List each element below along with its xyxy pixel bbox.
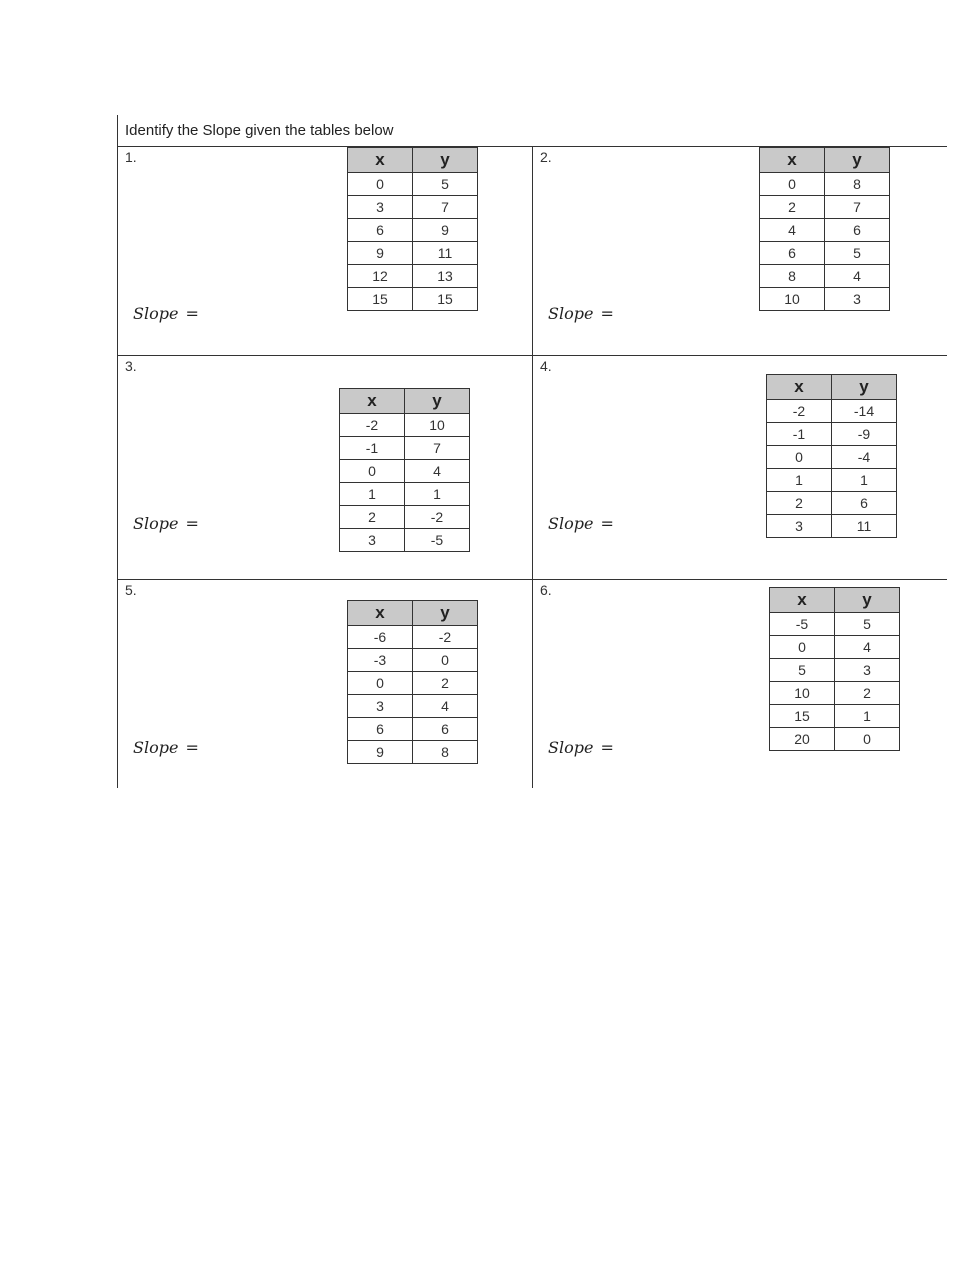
y-value: 6	[413, 718, 478, 741]
slope-word: Slope	[548, 738, 594, 757]
y-value: 4	[405, 460, 470, 483]
problem-number: 5.	[125, 582, 137, 598]
table-row	[767, 469, 897, 492]
x-value: 3	[348, 695, 413, 718]
equals-sign: =	[185, 304, 199, 323]
table-row	[348, 718, 478, 741]
x-value: 12	[348, 265, 413, 288]
x-value: -3	[348, 649, 413, 672]
xy-table	[759, 147, 890, 311]
x-header: x	[348, 601, 413, 626]
x-value: -1	[340, 437, 405, 460]
problem-number: 2.	[540, 149, 552, 165]
x-value: 0	[348, 173, 413, 196]
table-row	[760, 219, 890, 242]
table-row	[340, 414, 470, 437]
y-value: 1	[405, 483, 470, 506]
table-row	[770, 613, 900, 636]
x-value: 10	[760, 288, 825, 311]
x-value: 10	[770, 682, 835, 705]
slope-worksheet	[117, 115, 947, 788]
table-row	[348, 196, 478, 219]
y-value: 5	[835, 613, 900, 636]
y-value: 7	[825, 196, 890, 219]
slope-label	[133, 304, 199, 323]
problem-1	[117, 146, 532, 355]
y-value: 7	[413, 196, 478, 219]
y-header: y	[835, 588, 900, 613]
x-value: 6	[348, 718, 413, 741]
table-row	[340, 506, 470, 529]
table-row	[348, 288, 478, 311]
x-value: 5	[770, 659, 835, 682]
y-value: 6	[825, 219, 890, 242]
table-row	[767, 515, 897, 538]
table-row	[348, 672, 478, 695]
table-row	[348, 649, 478, 672]
table-row	[760, 288, 890, 311]
problem-number: 6.	[540, 582, 552, 598]
y-value: 11	[832, 515, 897, 538]
equals-sign: =	[185, 738, 199, 757]
x-value: 6	[760, 242, 825, 265]
table-row	[760, 242, 890, 265]
slope-label	[548, 738, 614, 757]
x-value: 0	[348, 672, 413, 695]
xy-table	[347, 600, 478, 764]
equals-sign: =	[600, 514, 614, 533]
y-value: -2	[413, 626, 478, 649]
x-value: -1	[767, 423, 832, 446]
x-value: 9	[348, 242, 413, 265]
equals-sign: =	[185, 514, 199, 533]
problem-5	[117, 579, 532, 788]
y-value: 15	[413, 288, 478, 311]
x-value: 2	[340, 506, 405, 529]
x-value: 20	[770, 728, 835, 751]
y-value: 1	[835, 705, 900, 728]
y-value: 8	[413, 741, 478, 764]
x-header: x	[760, 148, 825, 173]
y-value: 3	[835, 659, 900, 682]
y-value: 4	[413, 695, 478, 718]
problem-6	[532, 579, 947, 788]
x-value: 6	[348, 219, 413, 242]
y-value: 2	[413, 672, 478, 695]
x-value: 3	[340, 529, 405, 552]
xy-table	[766, 374, 897, 538]
table-row	[348, 242, 478, 265]
x-value: 1	[767, 469, 832, 492]
y-value: -14	[832, 400, 897, 423]
y-header: y	[825, 148, 890, 173]
y-value: 4	[835, 636, 900, 659]
x-value: 9	[348, 741, 413, 764]
slope-word: Slope	[133, 514, 179, 533]
y-value: 2	[835, 682, 900, 705]
y-value: -2	[405, 506, 470, 529]
y-header: y	[405, 389, 470, 414]
problem-3	[117, 355, 532, 579]
y-value: 8	[825, 173, 890, 196]
table-row	[348, 695, 478, 718]
x-value: 3	[348, 196, 413, 219]
y-value: 4	[825, 265, 890, 288]
problem-2	[532, 146, 947, 355]
slope-word: Slope	[133, 738, 179, 757]
x-header: x	[770, 588, 835, 613]
slope-label	[133, 514, 199, 533]
x-value: 0	[340, 460, 405, 483]
table-row	[770, 705, 900, 728]
y-value: 5	[413, 173, 478, 196]
table-row	[760, 196, 890, 219]
table-row	[348, 219, 478, 242]
table-row	[348, 741, 478, 764]
x-value: 1	[340, 483, 405, 506]
y-value: 5	[825, 242, 890, 265]
y-header: y	[832, 375, 897, 400]
y-value: 10	[405, 414, 470, 437]
slope-word: Slope	[133, 304, 179, 323]
slope-label	[133, 738, 199, 757]
problem-number: 1.	[125, 149, 137, 165]
xy-table	[339, 388, 470, 552]
table-row	[340, 483, 470, 506]
problem-number: 4.	[540, 358, 552, 374]
table-row	[340, 529, 470, 552]
x-value: 4	[760, 219, 825, 242]
equals-sign: =	[600, 738, 614, 757]
table-row	[760, 265, 890, 288]
table-row	[767, 423, 897, 446]
table-row	[340, 460, 470, 483]
x-value: 0	[767, 446, 832, 469]
table-row	[770, 728, 900, 751]
x-value: 3	[767, 515, 832, 538]
table-row	[770, 659, 900, 682]
x-value: 0	[770, 636, 835, 659]
table-row	[348, 626, 478, 649]
x-value: 2	[767, 492, 832, 515]
y-value: -4	[832, 446, 897, 469]
x-value: -2	[340, 414, 405, 437]
x-value: 8	[760, 265, 825, 288]
table-row	[767, 492, 897, 515]
x-header: x	[340, 389, 405, 414]
y-value: 0	[835, 728, 900, 751]
xy-table	[769, 587, 900, 751]
slope-word: Slope	[548, 304, 594, 323]
instruction-text: Identify the Slope given the tables below	[125, 122, 394, 139]
x-value: 15	[770, 705, 835, 728]
slope-label	[548, 304, 614, 323]
x-value: -5	[770, 613, 835, 636]
table-row	[348, 173, 478, 196]
table-row	[340, 437, 470, 460]
x-value: -6	[348, 626, 413, 649]
problem-4	[532, 355, 947, 579]
xy-table	[347, 147, 478, 311]
y-value: 1	[832, 469, 897, 492]
x-value: -2	[767, 400, 832, 423]
y-value: 0	[413, 649, 478, 672]
y-value: -5	[405, 529, 470, 552]
y-value: 3	[825, 288, 890, 311]
x-header: x	[767, 375, 832, 400]
y-value: 9	[413, 219, 478, 242]
y-header: y	[413, 601, 478, 626]
table-row	[767, 446, 897, 469]
x-header: x	[348, 148, 413, 173]
table-row	[770, 636, 900, 659]
x-value: 0	[760, 173, 825, 196]
x-value: 15	[348, 288, 413, 311]
table-row	[348, 265, 478, 288]
table-row	[767, 400, 897, 423]
y-header: y	[413, 148, 478, 173]
y-value: 11	[413, 242, 478, 265]
y-value: 6	[832, 492, 897, 515]
y-value: 13	[413, 265, 478, 288]
slope-label	[548, 514, 614, 533]
slope-word: Slope	[548, 514, 594, 533]
table-row	[760, 173, 890, 196]
y-value: -9	[832, 423, 897, 446]
x-value: 2	[760, 196, 825, 219]
problem-number: 3.	[125, 358, 137, 374]
y-value: 7	[405, 437, 470, 460]
equals-sign: =	[600, 304, 614, 323]
table-row	[770, 682, 900, 705]
